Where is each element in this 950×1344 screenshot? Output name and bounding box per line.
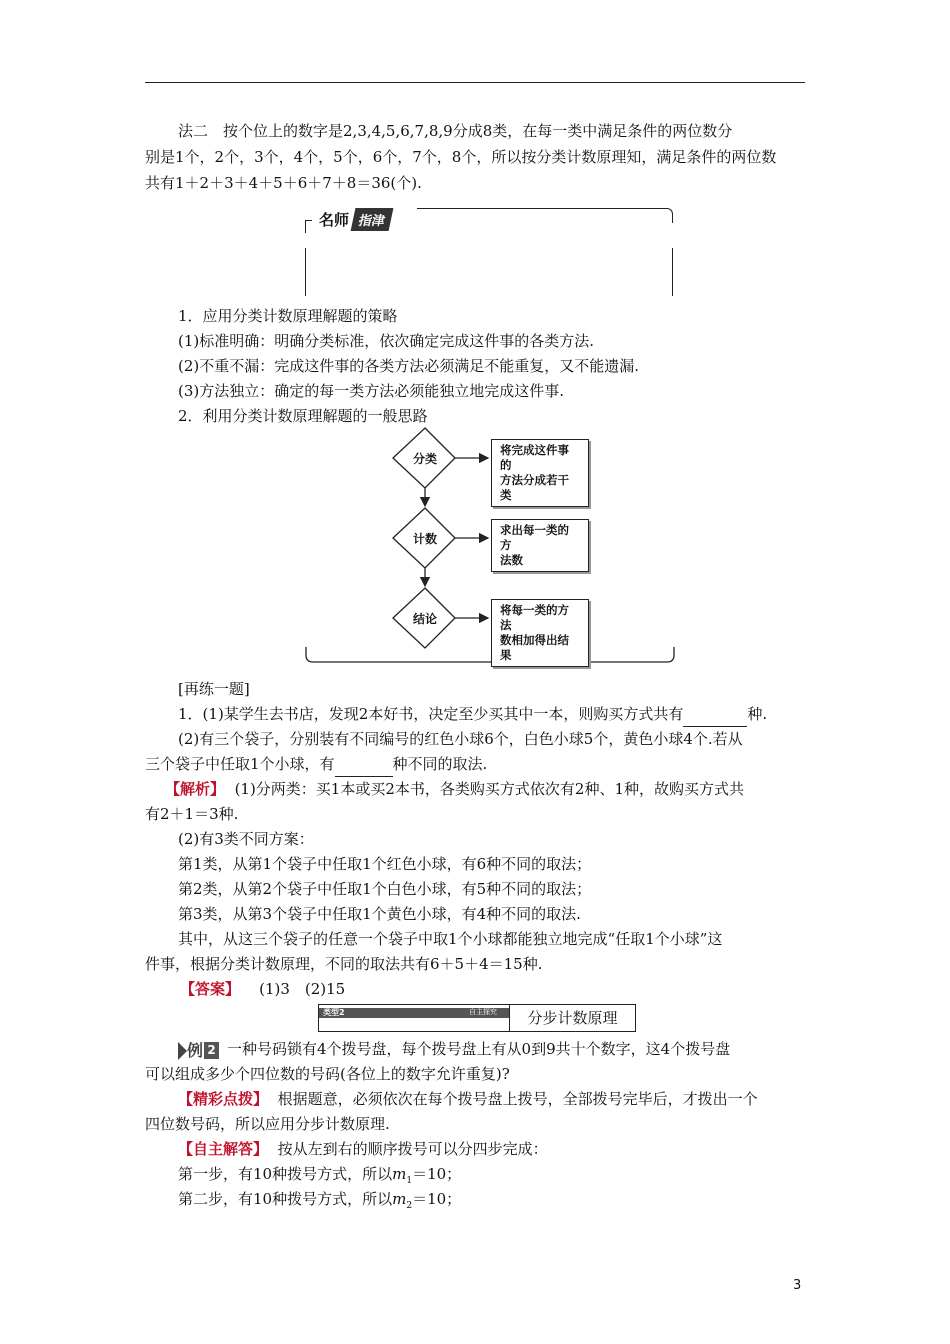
- step2-sub: 2: [406, 1201, 413, 1211]
- teacher-tips-box: [305, 208, 675, 296]
- practice-q1-part2-cont: [145, 752, 810, 777]
- step1-var: m: [392, 1165, 407, 1183]
- analysis-line1-text: (1)分两类：买1本或买2本书，各类购买方式依次有2种、1种，故购买方式共: [234, 780, 744, 798]
- tips-point-1: (1)标准明确：明确分类标准，依次确定完成这件事的各类方法.: [178, 332, 595, 350]
- tip-line2: 四位数号码，所以应用分步计数原理.: [145, 1115, 390, 1133]
- flow-node-classify: 分类: [412, 452, 437, 466]
- flow-box-count: [491, 519, 589, 572]
- flow-node-conclude: 结论: [412, 612, 437, 626]
- badge-label-left: 名师: [315, 209, 353, 230]
- analysis-line2: 有2＋1＝3种.: [145, 805, 239, 823]
- tips-heading-1: 1．应用分类计数原理解题的策略: [178, 307, 398, 325]
- solution-line4: 第3类，从第3个袋子中任取1个黄色小球，有4种不同的取法.: [178, 905, 581, 923]
- solution-line2: 第1类，从第1个袋子中任取1个红色小球，有6种不同的取法；: [178, 855, 592, 873]
- step2-value: ＝10；: [412, 1190, 462, 1208]
- badge-label-right: 指津: [351, 208, 394, 231]
- section-heading: [318, 1004, 636, 1032]
- flow-box-classify: [491, 439, 589, 507]
- practice-q1-part2-cont-text: 三个袋子中任取1个小球，有: [145, 755, 335, 773]
- page-number: 3: [793, 1278, 802, 1293]
- practice-header: [再练一题]: [178, 680, 250, 698]
- answer-line: [180, 977, 845, 1001]
- header-rule: [145, 82, 805, 83]
- tips-heading-2: 2．利用分类计数原理解题的一般思路: [178, 407, 428, 425]
- flow-diagram: [305, 415, 675, 665]
- example-line1-text: 一种号码锁有4个拨号盘，每个拨号盘上有从0到9共十个数字，这4个拨号盘: [227, 1040, 731, 1058]
- example-icon-number: 2: [204, 1042, 219, 1059]
- practice-q1-part2: (2)有三个袋子，分别装有不同编号的红色小球6个，白色小球5个，黄色小球4个.若从: [178, 730, 743, 748]
- example-line1: [178, 1037, 843, 1063]
- step2-text: 第二步，有10种拨号方式，所以: [178, 1190, 393, 1208]
- flow-box-classify-line2: 方法分成若干类: [500, 473, 569, 502]
- flow-box-conclude-line1: 将每一类的方法: [500, 603, 569, 632]
- section-type-label: 类型2: [323, 1008, 345, 1017]
- method2-line1: 法二 按个位上的数字是2,3,4,5,6,7,8,9分成8类，在每一类中满足条件的两位数分: [178, 122, 733, 140]
- step2-line: [178, 1187, 843, 1218]
- tips-point-2: (2)不重不漏：完成这件事的各类方法必须满足不能重复，又不能遗漏.: [178, 357, 640, 375]
- example-icon-text: 例: [187, 1040, 204, 1060]
- tip-line1-text: 根据题意，必须依次在每个拨号盘上拨号，全部拨号完毕后，才拨出一个: [277, 1090, 758, 1108]
- method2-line2: 别是1个，2个，3个，4个，5个，6个，7个，8个，所以按分类计数原理知，满足条件的两位数: [145, 148, 777, 166]
- flow-box-conclude: [491, 599, 589, 667]
- answer-blank-1: [683, 702, 747, 727]
- flow-node-count: 计数: [412, 532, 437, 546]
- solve-tag: 【自主解答】: [178, 1140, 269, 1158]
- step1-text: 第一步，有10种拨号方式，所以: [178, 1165, 393, 1183]
- solution-line1: (2)有3类不同方案：: [178, 830, 314, 848]
- section-type-right: 自主探究: [469, 1008, 497, 1016]
- flow-diagram-lines: [305, 415, 675, 665]
- analysis-tag: 【解析】: [165, 780, 226, 798]
- section-title: 分步计数原理: [509, 1005, 635, 1031]
- practice-q1-part2-cont-end: 种不同的取法.: [392, 755, 488, 773]
- answer-tag: 【答案】: [180, 980, 241, 998]
- practice-q1-part1: [178, 702, 843, 727]
- analysis-line1: [165, 777, 830, 801]
- step2-var: m: [392, 1190, 407, 1208]
- solution-line5: 其中，从这三个袋子的任意一个袋子中取1个小球都能独立地完成“任取1个小球”这: [178, 930, 723, 948]
- tips-point-3: (3)方法独立：确定的每一类方法必须能独立地完成这件事.: [178, 382, 565, 400]
- step1-sub: 1: [406, 1176, 413, 1186]
- solve-line1-text: 按从左到右的顺序拨号可以分四步完成：: [277, 1140, 548, 1158]
- flow-box-count-line1: 求出每一类的方: [500, 523, 569, 552]
- flow-box-count-line2: 法数: [500, 553, 523, 567]
- practice-q1-part1-end: 种.: [747, 705, 768, 723]
- flow-box-classify-line1: 将完成这件事的: [500, 443, 569, 472]
- tip-line1: [178, 1087, 843, 1111]
- answer-text: (1)3 (2)15: [259, 980, 346, 998]
- solve-line1: [178, 1137, 843, 1161]
- practice-q1-part1-text: 1．(1)某学生去书店，发现2本好书，决定至少买其中一本，则购买方式共有: [178, 705, 684, 723]
- flow-box-conclude-line2: 数相加得出结果: [500, 633, 569, 662]
- solution-line3: 第2类，从第2个袋子中任取1个白色小球，有5种不同的取法；: [178, 880, 592, 898]
- example-icon: [178, 1038, 219, 1063]
- method2-line3: 共有1＋2＋3＋4＋5＋6＋7＋8＝36(个).: [145, 174, 422, 192]
- solution-line6: 件事，根据分类计数原理，不同的取法共有6＋5＋4＝15种.: [145, 955, 543, 973]
- teacher-tips-badge: [315, 206, 391, 232]
- step1-value: ＝10；: [412, 1165, 462, 1183]
- example-line2: 可以组成多少个四位数的号码(各位上的数字允许重复)?: [145, 1065, 510, 1083]
- tip-tag: 【精彩点拨】: [178, 1090, 269, 1108]
- answer-blank-2: [335, 752, 393, 777]
